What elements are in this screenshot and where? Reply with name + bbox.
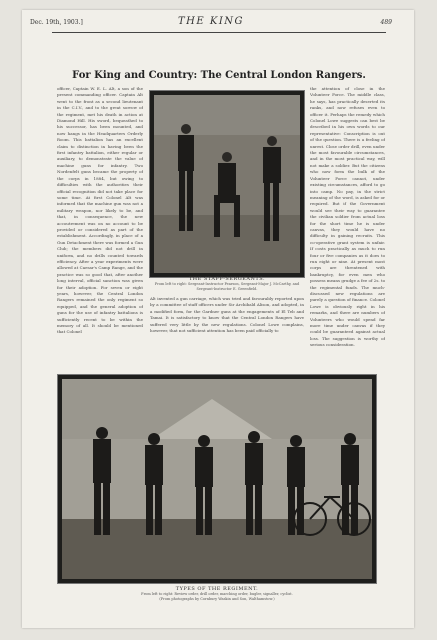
staff-sergeants-photo [149,90,305,278]
text-column-right [310,86,385,384]
column-left-text: officer, Captain W. E. L. Alt, a son of the present commanding officer. Captain Alt went to the front as a second lieutenant in the C.I.V., and to the great sorrow of the regiment, met his death in action at Diamond Hill. His sword, bequeathed to his successor, has been mounted, and now hangs in the Headquarters Orderly Room. This battalion has an excellent claim to distinction in having been the first infantry battalion, either regular or auxiliary, to demonstrate the value of machine guns for infantry. Two Nordenfelt guns became the property of the corps in 1884, but owing to difficulties with the authorities their official recognition did not take place for some time. At first Colonel Alt was informed that the machine gun was not a military weapon, nor likely to be, and that, in consequence, the new accoutrement was on no account to be provided or considered as part of the establishment. Accordingly, in place of a Gun Detachment there was formed a Gun Club; the members did not drill in uniform, and no drills counted towards efficiency. After a year experiments were allowed at Caesar's Camp Range, and the practice was so good that, after another long interval, official sanction was given for their adoption. For seven or eight years, however, the Central London Rangers remained the only regiment so equipped, and the general adoption of guns for the use of infantry battalions is sufficiently recent to be within the memory of all. It should be mentioned that Colonel [57,86,143,335]
staff-sergeants-caption-block [149,276,305,292]
text-column-left [57,86,143,384]
regiment-types-caption-block [57,586,377,602]
photo-credit: (From photographs by Cornbury Waskin and Son, Walthamstow.) [159,597,275,601]
regiment-types-image [62,379,372,579]
regiment-types-subcaption: From left to right: Review order, drill order, marching order, bugler, signaller, cyclist. [141,592,293,596]
magazine-title: THE KING [177,16,245,27]
regiment-types-photo [57,374,377,584]
column-right-text: the attention of close in the Volunteer Force. The middle class, he says, has practically deserted its ranks, and now refuses even to officer it. Perhaps the remedy which Colonel Lowe suggests can best be described in his own words to our representative: Conscription is out of the question. There is a feeling of unrest. Close order drill, even under the most favourable circumstances, and in the most practical way, will not make a soldier. But the citizens who now form the bulk of the Volunteer Force cannot, under existing circumstances, afford to go into camp. No pay, in the strict meaning of the word, is asked for or required. But if the Government would see their way to guarantee the civilian soldier from actual loss for the short time he is under canvas, they would have no difficulty in gaining recruits. This co-operative grant system is unfair. If costs practically as much to run four or five companies as it does to run eight or nine. At present most corps are threatened with bankruptcy, for even men who possess means grudge a fee of 2s. to the regimental funds. The much-discussed new regulations are purely a question of finance. Colonel Lowe is obviously right in his remarks, and there are numbers of Volunteers who would spend far more time under canvas if they could be guaranteed against actual loss. The suggestion is worthy of serious consideration. [310,86,385,348]
page-header [30,16,392,30]
article-headline: For King and Country: The Central London Rangers. [72,70,366,81]
column-middle-text: Alt invented a gun carriage, which was tried and favourably reported upon by a committee of staff officers under Sir Archibald Alison, and adopted, in a modified form, for the Gardner guns at the engagements of El Teb and Tamai. It is satisfactory to know that the Central London Rangers have suffered very little by the new regulations. Colonel Lowe complains, however, that not sufficient attention has been paid officially to [150,296,304,334]
issue-date: Dec. 19th, 1903.] [30,19,83,26]
regiment-types-caption: TYPES OF THE REGIMENT. [175,586,259,592]
staff-sergeants-caption: THE STAFF-SERGEANTS. [188,276,266,282]
staff-sergeants-subcaption: From left to right: Sergeant-Instructor Pearson, Sergeant-Major J. McCarthy, and Sergeant-Instructor E. Greenfield. [154,282,300,291]
header-rule [52,32,386,33]
page-number: 489 [380,19,392,26]
text-column-middle [150,296,304,382]
staff-sergeants-image [154,95,300,273]
